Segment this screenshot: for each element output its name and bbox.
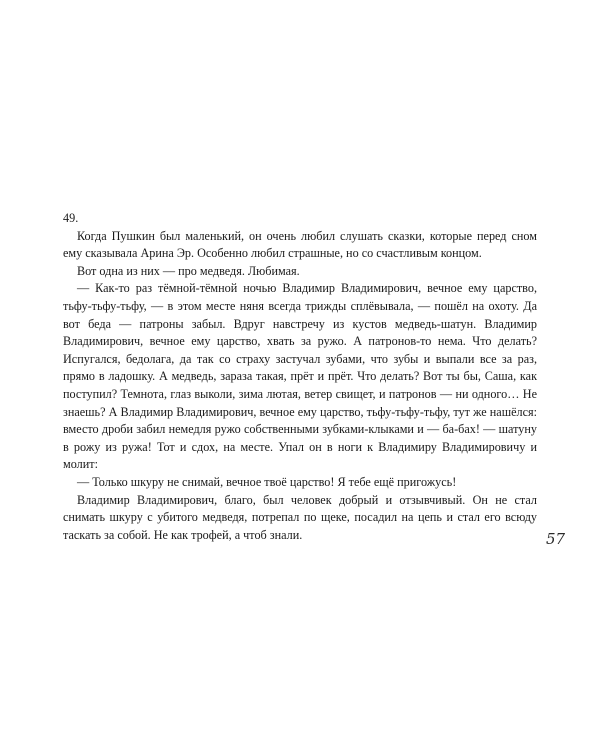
story-number: 49. (63, 211, 79, 225)
paragraph-intro: Когда Пушкин был маленький, он очень любил слушать сказки, которые перед сном ему сказывала Арина Эр. Особенно любил страшные, но со счастливым концом. (63, 228, 537, 261)
page-number: 57 (546, 530, 566, 548)
paragraph-ending: Владимир Владимирович, благо, был человек добрый и отзывчивый. Он не стал снимать шкуру с убитого медведя, потрепал по щеке, посадил на цепь и стал его всюду таскать за собой. Не как трофей, а чтоб знали. (63, 492, 537, 542)
story-text (63, 210, 537, 544)
paragraph-bear: Вот одна из них — про медведя. Любимая. (77, 263, 300, 278)
paragraph-tale: — Как-то раз тёмной-тёмной ночью Владимир Владимирович, вечное ему царство, тьфу-тьфу-тьфу, — в этом месте няня всегда трижды сплёвывала, — пошёл на охоту. Да вот беда — патроны забыл. Вдруг навстречу из кустов медведь-шатун. Владимир Владимирович, вечное ему царство, хвать за ружо. А патронов-то нема. Что делать? Испугался, бедолага, да так со страху застучал зубами, что зубы и выпали все за раз, прямо в ладошку. А медведь, зараза такая, прёт и прёт. Что делать? Вот ты бы, Саша, как поступил? Темнота, глаз выколи, зима лютая, ветер свищет, и патронов — ни одного… Не знаешь? А Владимир Владимирович, вечное ему царство, тьфу-тьфу-тьфу, тут же нашёлся: вместо дроби забил немедля ружо собственными зубками-клыками и — ба-бах! — шатуну в рожу из ружа! Тот и сдох, на месте. Упал он в ноги к Владимиру Владимировичу и молит: (63, 281, 537, 472)
paragraph-plea: — Только шкуру не снимай, вечное твоё царство! Я тебе ещё пригожусь! (77, 474, 457, 489)
